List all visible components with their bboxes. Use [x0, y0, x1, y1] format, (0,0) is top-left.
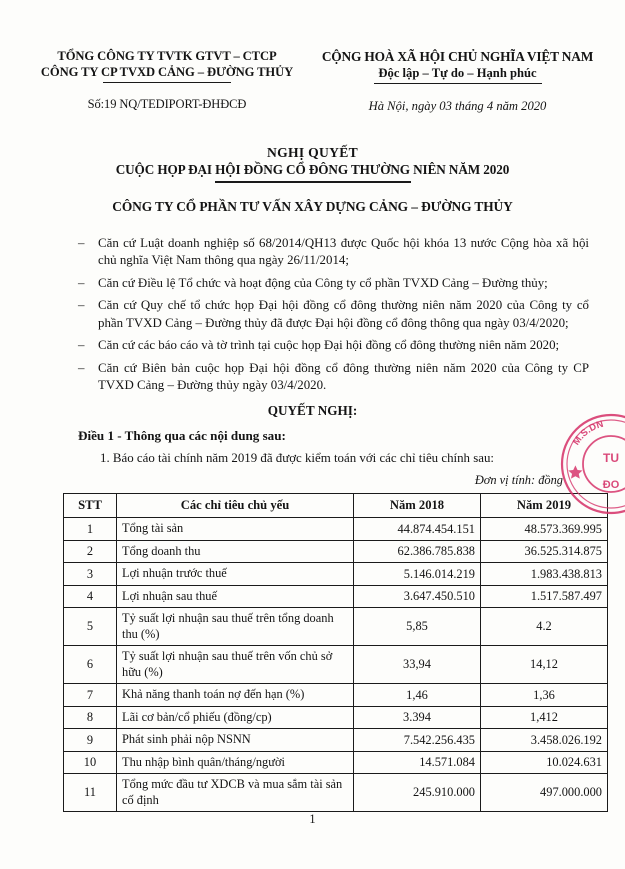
- dash-bullet-icon: –: [78, 235, 85, 250]
- cell-indicator-name: Tổng doanh thu: [117, 540, 354, 563]
- dash-bullet-icon: –: [78, 361, 85, 375]
- seal-outer-text: M.S.DN: [570, 418, 605, 448]
- financial-table-wrapper: [63, 493, 602, 812]
- cell-indicator-name: Lợi nhuận sau thuế: [117, 585, 354, 608]
- cell-value-2018: 1,46: [354, 684, 481, 707]
- list-item: [78, 235, 589, 269]
- cell-value-2019: 1,36: [481, 684, 608, 707]
- list-item: [78, 275, 589, 292]
- legal-basis-text: Căn cứ các báo cáo và tờ trình tại cuộc họp Đại hội đồng cổ đông thường niên năm 2020;: [98, 338, 560, 353]
- cell-value-2019: 36.525.314.875: [481, 540, 608, 563]
- cell-stt: 2: [64, 540, 117, 563]
- cell-value-2018: 3.394: [354, 706, 481, 729]
- seal-inner-text-1: TU: [603, 451, 619, 465]
- cell-stt: 9: [64, 729, 117, 752]
- cell-value-2018: 245.910.000: [354, 774, 481, 812]
- cell-value-2019: 1.517.587.497: [481, 585, 608, 608]
- header-left-rule: [103, 82, 231, 83]
- cell-value-2018: 33,94: [354, 646, 481, 684]
- legal-basis-text: Căn cứ Luật doanh nghiệp số 68/2014/QH13 được Quốc hội khóa 13 nước Cộng hòa xã hội chủ nghĩa Việt Nam thông qua ngày 26/11/2014;: [98, 235, 589, 267]
- table-row: [64, 684, 608, 707]
- legal-basis-text: Căn cứ Điều lệ Tổ chức và hoạt động của Công ty cổ phần TVXD Cảng – Đường thủy;: [98, 275, 548, 290]
- cell-value-2018: 7.542.256.435: [354, 729, 481, 752]
- cell-value-2019: 3.458.026.192: [481, 729, 608, 752]
- dash-bullet-icon: –: [78, 338, 85, 353]
- resolution-heading: QUYẾT NGHỊ:: [267, 403, 358, 419]
- dash-bullet-icon: –: [78, 275, 85, 290]
- cell-value-2019: 48.573.369.995: [481, 518, 608, 541]
- header-right-rule: [374, 83, 542, 84]
- legal-basis-text: Căn cứ Biên bản cuộc họp Đại hội đồng cổ đông thường niên năm 2020 của Công ty CP TVXD Cảng – Đường thủy ngày 03/4/2020.: [98, 361, 589, 393]
- unit-note: Đơn vị tính: đồng: [474, 473, 563, 488]
- legal-basis-text: Căn cứ Quy chế tổ chức họp Đại hội đồng cổ đông thường niên năm 2020 của Công ty cổ phần TVXD Cảng – Đường thủy đã được Đại hội đồng cổ đông thông qua ngày 03/4/2020;: [98, 298, 589, 330]
- cell-value-2019: 1,412: [481, 706, 608, 729]
- table-row: [64, 751, 608, 774]
- table-body: [64, 518, 608, 812]
- column-header-year-2018: Năm 2018: [354, 494, 481, 518]
- legal-basis-list: [78, 235, 589, 395]
- table-row: [64, 518, 608, 541]
- document-title-block: [0, 144, 625, 214]
- cell-value-2019: 1.983.438.813: [481, 563, 608, 586]
- cell-value-2018: 3.647.450.510: [354, 585, 481, 608]
- table-row: [64, 540, 608, 563]
- cell-value-2019: 497.000.000: [481, 774, 608, 812]
- cell-stt: 10: [64, 751, 117, 774]
- cell-indicator-name: Tỷ suất lợi nhuận sau thuế trên vốn chủ sở hữu (%): [117, 646, 354, 684]
- page-number: 1: [309, 812, 316, 826]
- dash-bullet-icon: –: [78, 298, 85, 313]
- company-name: CÔNG TY CP TVXD CẢNG – ĐƯỜNG THỦY: [40, 65, 294, 79]
- header-right-block: [312, 48, 603, 114]
- document-number: Số:19 NQ/TEDIPORT-ĐHĐCĐ: [87, 97, 247, 112]
- cell-stt: 5: [64, 608, 117, 646]
- article-1-item-1: 1. Báo cáo tài chính năm 2019 đã được kiểm toán với các chỉ tiêu chính sau:: [100, 451, 494, 466]
- cell-value-2018: 5.146.014.219: [354, 563, 481, 586]
- cell-stt: 7: [64, 684, 117, 707]
- cell-stt: 1: [64, 518, 117, 541]
- cell-value-2019: 14,12: [481, 646, 608, 684]
- table-row: [64, 646, 608, 684]
- cell-value-2018: 62.386.785.838: [354, 540, 481, 563]
- table-row: [64, 585, 608, 608]
- list-item: [78, 360, 589, 394]
- table-row: [64, 774, 608, 812]
- company-full-name: CÔNG TY CỔ PHẦN TƯ VẤN XÂY DỰNG CẢNG – ĐƯỜNG THỦY: [112, 198, 513, 214]
- table-row: [64, 729, 608, 752]
- cell-value-2019: 4.2: [481, 608, 608, 646]
- resolution-title: NGHỊ QUYẾT: [267, 145, 358, 161]
- cell-value-2018: 44.874.454.151: [354, 518, 481, 541]
- cell-stt: 11: [64, 774, 117, 812]
- seal-inner-text-2: ĐO: [602, 479, 620, 491]
- place-and-date: Hà Nội, ngày 03 tháng 4 năm 2020: [368, 99, 547, 114]
- cell-stt: 8: [64, 706, 117, 729]
- list-item: [78, 337, 589, 354]
- national-motto: Độc lập – Tự do – Hạnh phúc: [378, 66, 537, 80]
- cell-indicator-name: Tỷ suất lợi nhuận sau thuế trên tổng doanh thu (%): [117, 608, 354, 646]
- document-header: [0, 0, 625, 114]
- article-1-heading: Điều 1 - Thông qua các nội dung sau:: [78, 428, 286, 444]
- cell-indicator-name: Lãi cơ bản/cổ phiếu (đồng/cp): [117, 706, 354, 729]
- table-row: [64, 608, 608, 646]
- parent-organization-name: TỔNG CÔNG TY TVTK GTVT – CTCP: [57, 49, 277, 63]
- cell-indicator-name: Tổng mức đầu tư XDCB và mua sắm tài sản cố định: [117, 774, 354, 812]
- national-title: CỘNG HOÀ XÃ HỘI CHỦ NGHĨA VIỆT NAM: [321, 49, 594, 64]
- header-left-block: [22, 48, 312, 112]
- table-header-row: [64, 494, 608, 518]
- cell-indicator-name: Lợi nhuận trước thuế: [117, 563, 354, 586]
- table-head: [64, 494, 608, 518]
- cell-value-2018: 14.571.084: [354, 751, 481, 774]
- column-header-name: Các chỉ tiêu chủ yếu: [117, 494, 354, 518]
- cell-indicator-name: Thu nhập bình quân/tháng/người: [117, 751, 354, 774]
- cell-stt: 6: [64, 646, 117, 684]
- cell-stt: 4: [64, 585, 117, 608]
- cell-value-2018: 5,85: [354, 608, 481, 646]
- cell-value-2019: 10.024.631: [481, 751, 608, 774]
- cell-stt: 3: [64, 563, 117, 586]
- table-row: [64, 563, 608, 586]
- meeting-subtitle: CUỘC HỌP ĐẠI HỘI ĐỒNG CỔ ĐÔNG THƯỜNG NIÊN NĂM 2020: [115, 162, 510, 178]
- list-item: [78, 297, 589, 331]
- column-header-stt: STT: [64, 494, 117, 518]
- financial-indicators-table: [63, 493, 608, 812]
- cell-indicator-name: Khả năng thanh toán nợ đến hạn (%): [117, 684, 354, 707]
- cell-indicator-name: Phát sinh phải nộp NSNN: [117, 729, 354, 752]
- column-header-year-2019: Năm 2019: [481, 494, 608, 518]
- title-rule: [215, 181, 411, 182]
- table-row: [64, 706, 608, 729]
- cell-indicator-name: Tổng tài sản: [117, 518, 354, 541]
